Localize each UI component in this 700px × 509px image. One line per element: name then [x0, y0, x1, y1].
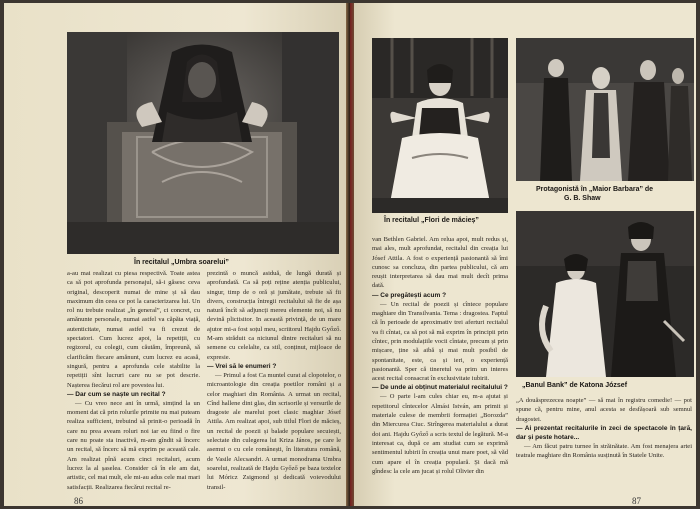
book-spine [346, 3, 354, 506]
caption-line: G. B. Shaw [564, 195, 601, 202]
right-column-1 [372, 235, 508, 491]
paragraph: prezintă o muncă asiduă, de lungă durată și aprofundată. Ca să poți reține atenția publicului, singur, timp de o oră și jumătate, trebuie să fii divers, construcția întregii recitalului să fie de așa natură încît să adjuncți mereu elemente noi, să nu devină plictisitor. In această privință, de un mare ajutor mi-a fost soțul meu, scriitorul Hajdu Győző. M-am străduit ca niciunul dintre recitaluri să nu semene cu celelalte, ca stil, conținut, mijloace de expresie. [207, 270, 341, 361]
caption-flori: În recitalul „Flori de măcieș” [384, 217, 479, 224]
photo-maior-barbara [516, 38, 694, 181]
caption-banul-bank: „Banul Bank” de Katona József [522, 382, 628, 389]
question-heading: — Ce pregătești acum ? [372, 291, 447, 299]
left-page [4, 3, 346, 506]
question-heading: — Dar cum se naște un recital ? [67, 390, 166, 398]
question-heading: — De unde ai obținut materialul recitalului ? [372, 384, 508, 392]
paragraph: „A douăsprezecea noapte” — să mai în registru comedie! — pot spune că, pentru mine, anul acesta se desfășoară sub semnul dragostei. [516, 397, 692, 423]
page-number: 87 [632, 496, 641, 506]
paragraph: — Un recital de poezii și cîntece populare maghiare din Transilvania. Tema : dragostea. Faptul că în perioade de aproximativ trei aferturi recitalul va fi cîntat, ca să pot să mă exprim în principii prin cîntec, prin modulațiile vocii cîntate, precum și prin mișcare, ține să aibă și mai mult posibil de spontanitate, este, ca și ieri, o experiență pasionantă. Sper că tineretul va prim un interes acest recital consacrat în exclusivitate iubirii. [372, 300, 508, 383]
right-column-2 [516, 396, 692, 491]
photo-banul-bank [516, 211, 694, 377]
photo-umbra-soarelui [67, 32, 339, 254]
caption-maior-barbara [536, 185, 696, 203]
paragraph: — O parte l-am cules chiar eu, m-a ajutat și repetitorul cîntecelor Almási István, am primit și materiale culese de membrii formației „Borozda” din Miercurea Ciuc. Strîngerea materialului a durat doi ani. Hajdu Győző a scris textul de legătură. M-a interesat ca, după ce am studiat cum se exprimă sentimentul iubirii în creația unui mare poet, să văd cum apare el în creația populară. Și dacă mă gîndesc la cele am jucat și rolul Olivier din [372, 393, 508, 475]
left-column-2 [207, 269, 341, 491]
caption-line: Protagonistă în „Maior Barbara” de [536, 186, 654, 193]
right-page [354, 3, 696, 506]
page-number: 86 [74, 496, 83, 506]
question-heading: — Vrei să le enumeri ? [207, 362, 277, 370]
left-column-1 [67, 269, 200, 491]
paragraph: a-au mai realizat cu piesa respectivă. Toate astea ca să pot aprofunda personajul, să-i găsesc ceva original, descoperit numai de mine și să dau maximum din ceea ce pot la caracterizarea lui. Un rol nu trebuie realizat „în general”, ci concret, cu amănunte personale, numai astfel va căpăta viață, autenticitate, numai astfel va fi crezut de spectatori. Cum lucrez apoi, la repetiții, cu regizorul, cu colegii, cum căutăm, împreună, să clarificăm fiecare amănunt, cum lucrez eu acasă, singură, pentru a aprofunda cele stabilite la repetiții sînt lucruri care nu se pot descrie. Nașterea fiecărui rol are povestea lui. [67, 270, 200, 389]
book-spread [4, 3, 696, 506]
paragraph: — Cu vreo nece ani în urmă, simțind la un moment dat că prin rolurile primite nu mai puteam realiza sufficient, trebuind să prinit-o perioadă în care nu prea aveam roluri noi iar eu fiind o fire care nu poate sta inactivă, m-am gîndit să încerc un recital, să încerc să mă exprim pe această cale. Am realizat pînă acum cinci recitaluri, acum lucrez la al șaselea. Consider că în ele am dat, artistic, cel mai mult, ele mi-au adus cele mai mari satisfacții. Realizarea fiecărui recital re- [67, 399, 200, 491]
question-heading: — Ai prezentat recitalurile în zeci de spectacole în țară, dar și peste hotare... [516, 424, 692, 441]
photo-caption: În recitalul „Umbra soarelui” [134, 259, 229, 266]
paragraph: van Bethlen Gabriel. Am relua apoi, mult redus și, mai ales, mult aprofundat, recitalul din creația lui Jósef Attila. A fost o experiență pasionantă să îmi cunosc sa concluza, din partea publicului, că am reușit interpretarea să dau mai mult decît prima dată. [372, 236, 508, 290]
photo-flori-de-macies [372, 38, 508, 213]
paragraph: — Am făcut patru turnee în străinătate. Am fost menajera artei teatrale maghiare din România susținută în Statele Unite. [516, 442, 692, 460]
paragraph: — Primul a fost Ca muntel curat al clopotelor, o microantologie din creația poetilor români și a celor maghiari din România. A urmat un recital, Cînd hallene dint glas, din scrisorile și versurile de dragoste ale marelui poet clasic maghiar Jósef Attila. Am realizat apoi, sub titlul Flori de măcieș, un recital de poezii și balade populare secuiești, selectate din culegerea lui Kriza János, pe care le asemui o cu cele românești, în literatura română, de Vasile Alecsandri. A urmat monodrama Umbra soarelui, realizată de Hajdu Győző pe baza textelor lui Móricz Zsigmond și dedicată voievodului transil- [207, 371, 341, 491]
